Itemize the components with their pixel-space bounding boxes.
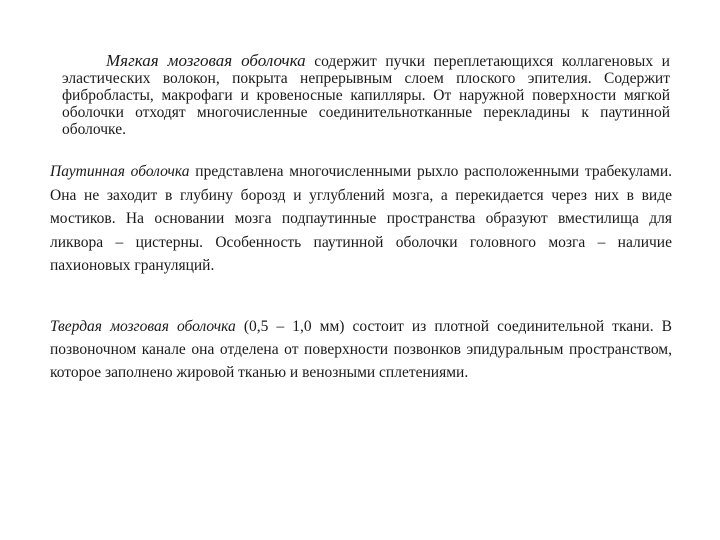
paragraph-arachnoid-mater <box>50 160 672 278</box>
paragraph-pia-mater-text: содержит пучки переплетающихся коллагеновых и эластических волокон, покрыта непрерывным слоем плоского эпителия. Содержит фибробласты, макрофаги и кровеносные капилляры. От наружной поверхности мягкой оболочки отходят многочисленные соединительнотканные перекладины к паутинной оболочке. <box>62 53 670 138</box>
paragraph-pia-mater <box>62 52 670 138</box>
term-pia-mater: Мягкая мозговая оболочка <box>106 51 306 70</box>
paragraph-dura-mater-text: (0,5 – 1,0 мм) состоит из плотной соединительной ткани. В позвоночном канале она отделена от поверхности позвонков эпидуральным пространством, которое заполнено жировой тканью и венозными сплетениями. <box>50 318 672 381</box>
paragraph-dura-mater <box>50 315 672 384</box>
term-arachnoid-mater: Паутинная оболочка <box>50 163 190 180</box>
term-dura-mater: Твердая мозговая оболочка <box>50 318 236 335</box>
paragraph-arachnoid-mater-text: представлена многочисленными рыхло расположенными трабекулами. Она не заходит в глубину борозд и углублений мозга, а перекидается через них в виде мостиков. На основании мозга подпаутинные пространства образуют вместилища для ликвора – цистерны. Особенность паутинной оболочки головного мозга – наличие пахионовых грануляций. <box>50 163 672 274</box>
